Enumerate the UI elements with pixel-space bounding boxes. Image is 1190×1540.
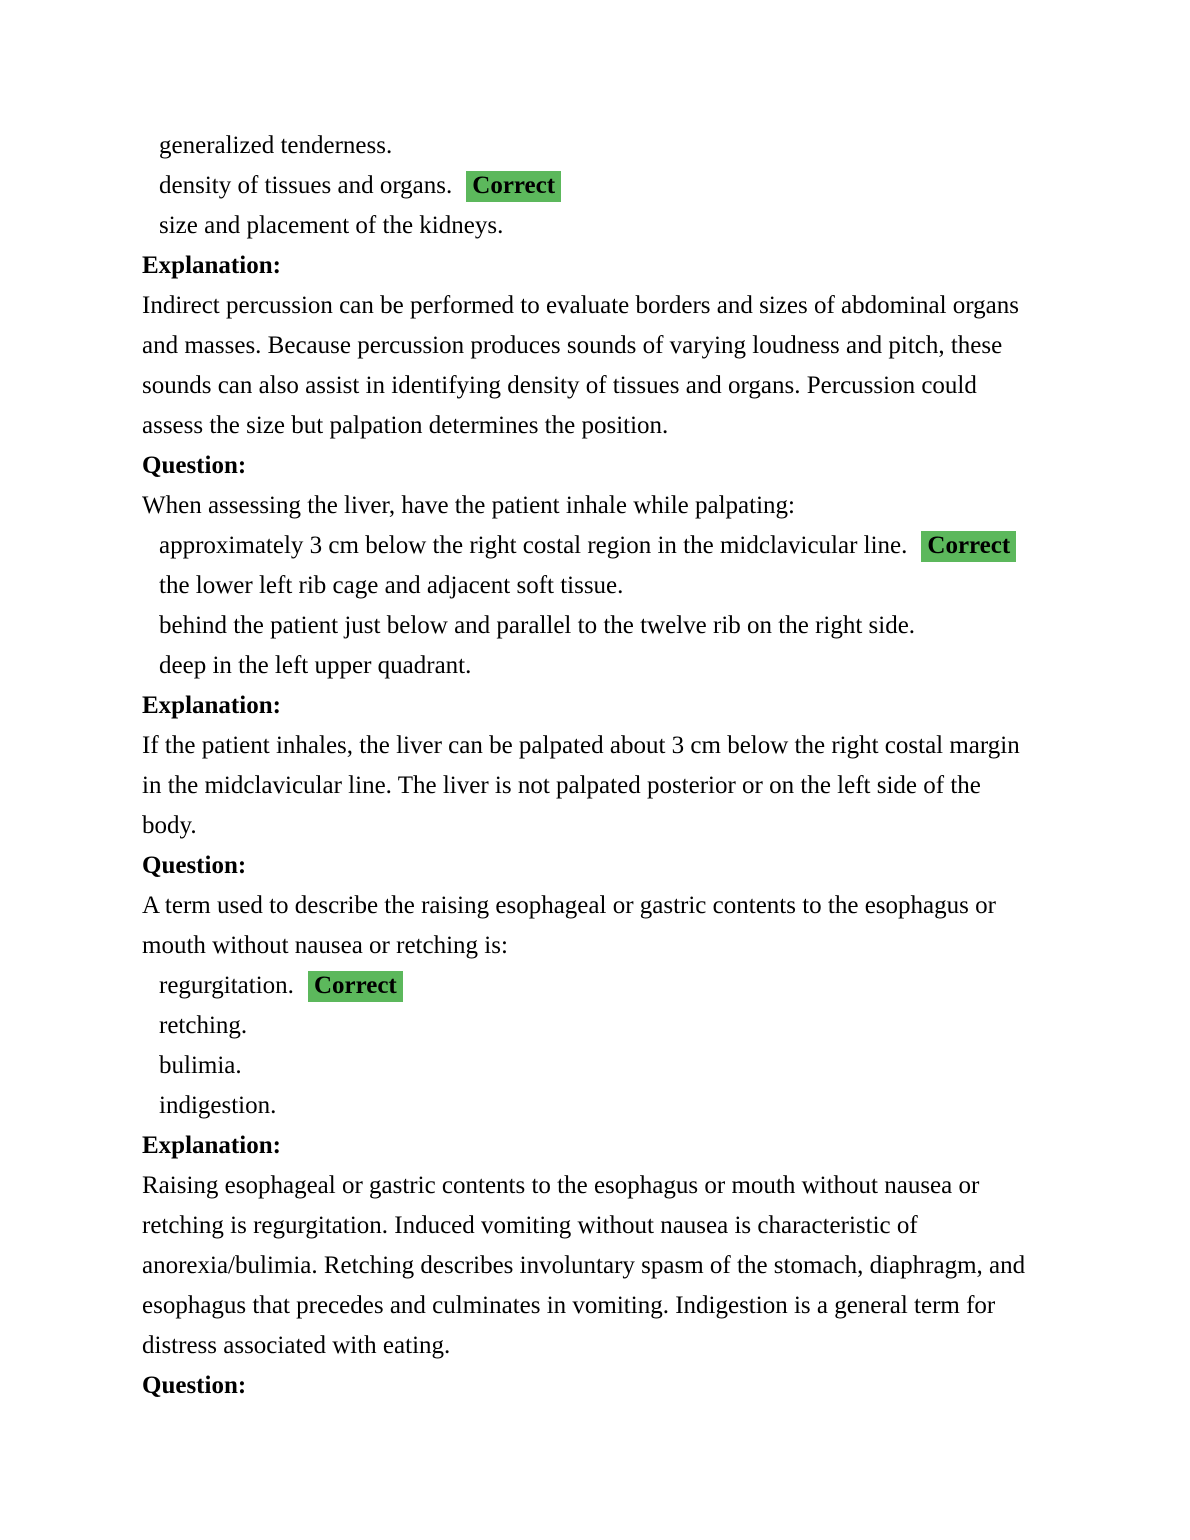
answer-option <box>142 526 1032 566</box>
text-run: Question: <box>142 452 247 479</box>
answer-option-text: size and placement of the kidneys. <box>159 212 504 239</box>
text-run: Indirect percussion can be performed to evaluate borders and sizes of abdominal organs and masses. Because percussion produces sounds of varying loudness and pitch, these sounds can also assist in identifying density of tissues and organs. Percussion could assess the size but palpation determines the position. <box>142 292 1020 439</box>
section-header <box>142 446 1032 486</box>
answer-option-text: behind the patient just below and parallel to the twelve rib on the right side. <box>159 612 916 639</box>
body-paragraph <box>142 726 1032 846</box>
answer-option-text: density of tissues and organs. <box>159 172 453 199</box>
section-header <box>142 1126 1032 1166</box>
answer-option <box>142 1046 1032 1086</box>
text-run: Question: <box>142 852 247 879</box>
section-header <box>142 846 1032 886</box>
text-run: Raising esophageal or gastric contents to the esophagus or mouth without nausea or retching is regurgitation. Induced vomiting without nausea is characteristic of anorexia/bulimia. Retching describes involuntary spasm of the stomach, diaphragm, and esophagus that precedes and culminates in vomiting. Indigestion is a general term for distress associated with eating. <box>142 1172 1026 1359</box>
answer-option <box>142 966 1032 1006</box>
answer-option-text: retching. <box>159 1012 248 1039</box>
section-header <box>142 686 1032 726</box>
body-paragraph <box>142 486 1032 526</box>
answer-option-text: regurgitation. <box>159 972 294 999</box>
answer-option <box>142 606 1032 646</box>
correct-badge: Correct <box>921 531 1016 562</box>
document-content <box>142 126 1032 1406</box>
answer-option-text: approximately 3 cm below the right costal region in the midclavicular line. <box>159 532 908 559</box>
answer-option <box>142 566 1032 606</box>
answer-option <box>142 646 1032 686</box>
body-paragraph <box>142 286 1032 446</box>
section-header <box>142 246 1032 286</box>
answer-option <box>142 166 1032 206</box>
answer-option <box>142 206 1032 246</box>
text-run: If the patient inhales, the liver can be palpated about 3 cm below the right costal margin in the midclavicular line. The liver is not palpated posterior or on the left side of the body. <box>142 732 1020 839</box>
section-header <box>142 1366 1032 1406</box>
text-run: Question: <box>142 1372 247 1399</box>
answer-option <box>142 1006 1032 1046</box>
answer-option-text: indigestion. <box>159 1092 277 1119</box>
body-paragraph <box>142 1166 1032 1366</box>
answer-option-text: deep in the left upper quadrant. <box>159 652 472 679</box>
answer-option <box>142 1086 1032 1126</box>
text-run: Explanation: <box>142 1132 281 1159</box>
text-run: A term used to describe the raising esophageal or gastric contents to the esophagus or mouth without nausea or retching is: <box>142 892 996 959</box>
answer-option-text: bulimia. <box>159 1052 242 1079</box>
text-run: When assessing the liver, have the patient inhale while palpating: <box>142 492 795 519</box>
answer-option <box>142 126 1032 166</box>
answer-option-text: the lower left rib cage and adjacent soft tissue. <box>159 572 624 599</box>
text-run: Explanation: <box>142 252 281 279</box>
body-paragraph <box>142 886 1032 966</box>
correct-badge: Correct <box>308 971 403 1002</box>
correct-badge: Correct <box>466 171 561 202</box>
answer-option-text: generalized tenderness. <box>159 132 393 159</box>
text-run: Explanation: <box>142 692 281 719</box>
